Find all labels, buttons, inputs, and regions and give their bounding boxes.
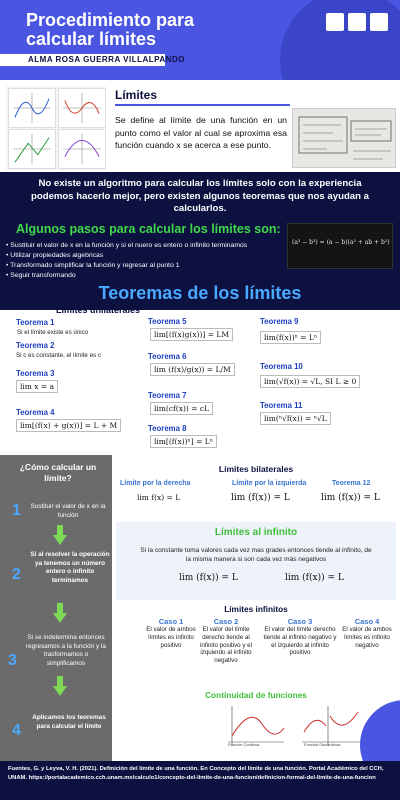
continuous-graph-label: Función Continua <box>228 742 260 747</box>
teorema-10-formula: lim(√f(x)) = √L, SI L ≥ 0 <box>260 375 360 388</box>
list-item: • Utilizar propiedades algebricas <box>6 252 104 259</box>
infinito-formula-1: lim (f(x)) = L <box>179 573 238 583</box>
step-number: 4 <box>12 722 21 739</box>
intro-text: No existe un algoritmo para calcular los límites solo con la experiencia podemos hacerlo mejor, pero existen algunos teoremas que nos ayudan a calcularlos. <box>30 178 369 214</box>
graph-thumbnail <box>8 88 56 128</box>
teorema-5-formula: lim[(f(x)g(x))] = LM <box>150 328 233 341</box>
step-number: 1 <box>12 502 21 519</box>
step-number: 2 <box>12 566 21 583</box>
step-text: Aplicamos los teoremas para calcular el límite <box>32 714 106 730</box>
teorema-5-title: Teorema 5 <box>148 317 187 326</box>
teorema-10-title: Teorema 10 <box>260 362 303 371</box>
teorema-7-title: Teorema 7 <box>148 391 187 400</box>
teorema-2-desc: Si c es constante, el límite es c <box>16 352 101 359</box>
caso-1 <box>142 617 200 649</box>
graph-thumbnail <box>8 129 56 169</box>
teorema-1-title: Teorema 1 <box>16 318 55 327</box>
list-item: • Transformado simplificar la función y regresar al punto 1 <box>6 262 180 269</box>
graph-thumbnail <box>58 88 106 128</box>
square-icon <box>348 13 366 31</box>
teorema-12-formula: lim (f(x)) = L <box>318 492 383 504</box>
caso-title: Caso 3 <box>287 617 313 626</box>
teorema-11-formula: lim(ⁿ√f(x)) = ⁿ√L <box>260 412 331 425</box>
teorema-1-desc: Si el límite existe es único <box>17 329 89 336</box>
teorema-4-formula: lim[(f(x) + g(x))] = L + M <box>16 419 121 432</box>
teorema-8-formula: lim[(f(x))ⁿ] = Lⁿ <box>150 435 217 448</box>
caso-title: Caso 4 <box>354 617 380 626</box>
teorema-11-title: Teorema 11 <box>260 401 303 410</box>
square-icon <box>326 13 344 31</box>
teorema-3-formula: lim x = a <box>16 380 58 393</box>
right-limit-formula: lim f(x) = L <box>134 492 183 503</box>
infinitos-heading: Límites infinitos <box>224 604 288 614</box>
steps-heading: ¿Cómo calcular un límite? <box>19 462 97 483</box>
teorema-2-title: Teorema 2 <box>16 341 55 350</box>
teorema-12-label: Teorema 12 <box>332 480 371 487</box>
caso-desc: El valor del límite derecho tiende al infinito negativo y el izquierdo al infinito positivo <box>263 626 337 657</box>
square-icon <box>370 13 388 31</box>
limites-definition: Se define al límite de una función en un punto como el valor al cual se aproxima esa función cuando x se acerca a ese punto. <box>115 115 287 150</box>
step-text: Si al resolver la operación ya tenemos un número entero o infinito terminamos <box>30 551 110 584</box>
continuidad-heading: Continuidad de funciones <box>205 690 307 700</box>
chalk-formula: (a³ − b³) = (a − b)(a² + ab + b²) <box>292 239 390 246</box>
caso-title: Caso 2 <box>213 617 239 626</box>
arrow-down-icon <box>53 525 67 545</box>
handwritten-notes-image <box>292 108 396 168</box>
arrow-down-icon <box>53 603 67 623</box>
teorema-6-formula: lim (f(x)/g(x)) = L/M <box>150 363 235 376</box>
unilaterales-heading: Límites unilaterales <box>56 305 141 315</box>
left-limit-label: Límite por la izquierda <box>232 480 307 487</box>
caso-desc: El valor del límite derecho tiende al infinito positivo y el izquierdo al infinito negativo <box>200 626 252 665</box>
caso-4 <box>338 617 396 649</box>
teorema-7-formula: lim(cf(x)) = cL <box>150 402 213 415</box>
caso-3 <box>262 617 338 657</box>
pasos-heading: Algunos pasos para calcular los límites son: <box>16 222 281 236</box>
teorema-3-title: Teorema 3 <box>16 369 55 378</box>
teorema-6-title: Teorema 6 <box>148 352 187 361</box>
step-number: 3 <box>8 652 17 669</box>
limites-heading: Límites <box>115 88 158 102</box>
right-limit-label: Límite por la derecha <box>120 480 191 487</box>
arrow-down-icon <box>53 676 67 696</box>
teorema-9-title: Teorema 9 <box>260 317 299 326</box>
left-limit-formula: lim (f(x)) = L <box>228 492 293 504</box>
teorema-9-formula: lim(f(x))ⁿ = Lⁿ <box>260 331 321 344</box>
graph-thumbnail <box>58 129 106 169</box>
caso-desc: El valor de ambos límites es infinito positivo <box>146 626 196 649</box>
function-graphs <box>6 86 106 170</box>
teoremas-heading: Teoremas de los límites <box>98 283 302 303</box>
list-item: • Sustituir el valor de x en la función y si el nuero es entero o infinito terminamos <box>6 242 248 249</box>
heading-underline <box>115 104 290 106</box>
caso-title: Caso 1 <box>158 617 184 626</box>
bilaterales-heading: Límites bilaterales <box>218 464 294 474</box>
teorema-8-title: Teorema 8 <box>148 424 187 433</box>
caso-desc: El valor de ambos límites es infinito negativo <box>342 626 392 649</box>
infinito-description: Si la constante toma valores cada vez mas grades entonces tiende al infinito, de la misma manera si son cada vez más negativos <box>140 547 372 563</box>
footer-reference: Fuentes, G. y Leyva, V. H. (2021). Definición del límite de una función. En Concepto del límite de una función. Portal Académico del CCH, UNAM. https://portalacademico.cch.unam.mx/calculo1/concepto-del-limite-de-una-funcion/definicion-formal-del-limite-de-una-funcion <box>8 766 384 781</box>
teorema-4-title: Teorema 4 <box>16 408 55 417</box>
step-text: Si se indetermina entonces regresamos a la función y la trasformamos o simplificamos <box>26 634 106 667</box>
infinito-heading: Límites al infinito <box>214 527 298 538</box>
header-decoration <box>280 0 400 80</box>
step-text: Sustituir el valor de x en la función <box>30 503 106 519</box>
chalkboard-image <box>287 223 393 269</box>
page-title: Procedimiento para calcular límites <box>26 10 195 49</box>
discontinuous-graph-label: Función Discontinua <box>304 742 341 747</box>
pasos-list <box>6 241 286 281</box>
author-name: ALMA ROSA GUERRA VILLALPANDO <box>28 55 185 64</box>
list-item: • Seguir transformando <box>6 272 76 279</box>
caso-2 <box>194 617 258 665</box>
infinito-formula-2: lim (f(x)) = L <box>285 573 344 583</box>
